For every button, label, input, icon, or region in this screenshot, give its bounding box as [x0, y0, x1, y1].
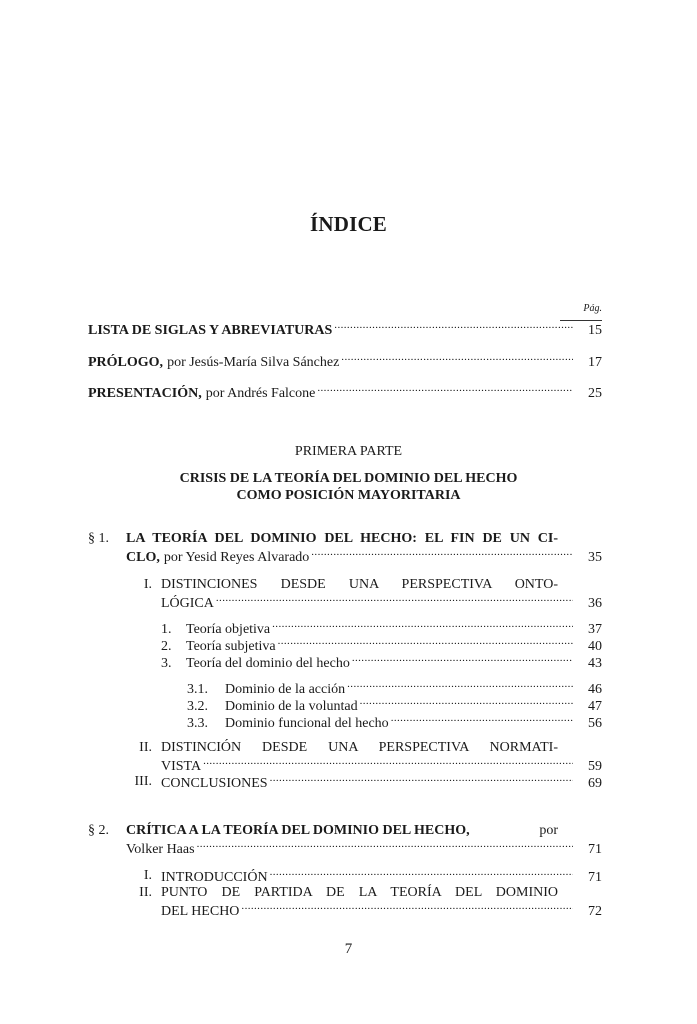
leader-dots — [317, 383, 573, 397]
part-title-line2: COMO POSICIÓN MAYORITARIA — [236, 488, 461, 503]
leader-dots — [197, 839, 573, 853]
leader-dots — [360, 696, 573, 710]
page-title: ÍNDICE — [309, 212, 388, 236]
item-label: Teoría del dominio del hecho — [186, 656, 350, 671]
subitem-number: 3.1. — [187, 682, 208, 697]
chapter-number: § 1. — [88, 531, 109, 546]
subitem-number: 3.3. — [187, 716, 208, 731]
leader-dots — [347, 679, 573, 693]
section-title: INTRODUCCIÓN — [161, 870, 268, 885]
part-title — [0, 470, 697, 504]
toc-entry-label: PRESENTACIÓN, — [88, 386, 202, 401]
toc-entry-author: por Jesús-María Silva Sánchez — [167, 355, 340, 370]
toc-entry-page: 40 — [588, 639, 602, 654]
toc-entry-page: 35 — [588, 550, 602, 565]
toc-entry-subitem-3-3[interactable] — [187, 713, 602, 732]
toc-entry-page: 17 — [588, 355, 602, 370]
toc-entry-page: 56 — [588, 716, 602, 731]
subitem-number: 3.2. — [187, 699, 208, 714]
toc-entry-chapter-1[interactable] — [126, 547, 602, 566]
toc-entry-section-II-s2[interactable] — [161, 901, 602, 920]
leader-dots — [278, 636, 573, 650]
section-number: I. — [143, 868, 152, 883]
part-label: PRIMERA PARTE — [294, 444, 403, 459]
toc-entry-lista-siglas[interactable] — [88, 320, 602, 339]
toc-entry-author: por Andrés Falcone — [205, 386, 316, 401]
page-number: 7 — [344, 941, 353, 957]
toc-entry-page: 36 — [588, 596, 602, 611]
section-title-line2: VISTA — [161, 759, 202, 774]
toc-entry-page: 59 — [588, 759, 602, 774]
toc-entry-page: 37 — [588, 622, 602, 637]
toc-entry-section-I[interactable] — [161, 593, 602, 612]
toc-entry-author: Volker Haas — [126, 842, 195, 857]
toc-entry-section-III[interactable] — [161, 773, 602, 792]
toc-entry-page: 43 — [588, 656, 602, 671]
chapter-by: por — [539, 823, 558, 838]
leader-dots — [272, 619, 573, 633]
item-number: 1. — [161, 622, 172, 637]
leader-dots — [270, 773, 573, 787]
toc-entry-page: 69 — [588, 776, 602, 791]
section-title-line1[interactable]: DISTINCIÓN DESDE UNA PERSPECTIVA NORMATI- — [161, 740, 558, 755]
section-number: I. — [143, 577, 152, 592]
toc-entry-page: 46 — [588, 682, 602, 697]
section-title-line1[interactable]: DISTINCIONES DESDE UNA PERSPECTIVA ONTO- — [161, 577, 558, 592]
item-label: Teoría objetiva — [186, 622, 271, 637]
subitem-label: Dominio de la voluntad — [225, 699, 358, 714]
page-column-label: Pág. — [583, 303, 602, 314]
toc-entry-page: 71 — [588, 842, 602, 857]
section-number: III. — [134, 774, 152, 789]
item-number: 3. — [161, 656, 172, 671]
section-number: II. — [139, 885, 152, 900]
leader-dots — [352, 653, 573, 667]
leader-dots — [216, 593, 573, 607]
leader-dots — [334, 320, 573, 334]
toc-entry-page: 72 — [588, 904, 602, 919]
item-label: Teoría subjetiva — [186, 639, 276, 654]
chapter-title-line2: CLO, — [126, 550, 160, 565]
part-title-line1: CRISIS DE LA TEORÍA DEL DOMINIO DEL HECHO — [179, 471, 518, 486]
chapter-title: CRÍTICA A LA TEORÍA DEL DOMINIO DEL HECHO, — [126, 823, 470, 838]
toc-entry-presentacion[interactable] — [88, 383, 602, 402]
chapter-title-line1[interactable] — [126, 822, 558, 839]
subitem-label: Dominio de la acción — [225, 682, 346, 697]
chapter-title-line1[interactable]: LA TEORÍA DEL DOMINIO DEL HECHO: EL FIN DE UN CI- — [126, 531, 558, 546]
item-number: 2. — [161, 639, 172, 654]
section-number: II. — [139, 740, 152, 755]
toc-entry-item-3[interactable] — [161, 653, 602, 672]
toc-entry-label: PRÓLOGO, — [88, 355, 164, 370]
toc-entry-page: 15 — [588, 323, 602, 338]
chapter-number: § 2. — [88, 823, 109, 838]
toc-entry-page: 25 — [588, 386, 602, 401]
leader-dots — [391, 713, 573, 727]
toc-entry-author: por Yesid Reyes Alvarado — [163, 550, 310, 565]
subitem-label: Dominio funcional del hecho — [225, 716, 389, 731]
section-title: CONCLUSIONES — [161, 776, 268, 791]
leader-dots — [270, 867, 573, 881]
toc-entry-chapter-2[interactable] — [126, 839, 602, 858]
section-title-line2: LÓGICA — [161, 596, 214, 611]
toc-entry-page: 71 — [588, 870, 602, 885]
toc-entry-prologo[interactable] — [88, 352, 602, 371]
section-title-line1[interactable]: PUNTO DE PARTIDA DE LA TEORÍA DEL DOMINIO — [161, 885, 558, 900]
toc-entry-page: 47 — [588, 699, 602, 714]
leader-dots — [203, 756, 573, 770]
leader-dots — [311, 547, 573, 561]
leader-dots — [241, 901, 573, 915]
leader-dots — [341, 352, 573, 366]
toc-entry-label: LISTA DE SIGLAS Y ABREVIATURAS — [88, 323, 333, 338]
section-title-line2: DEL HECHO — [161, 904, 240, 919]
